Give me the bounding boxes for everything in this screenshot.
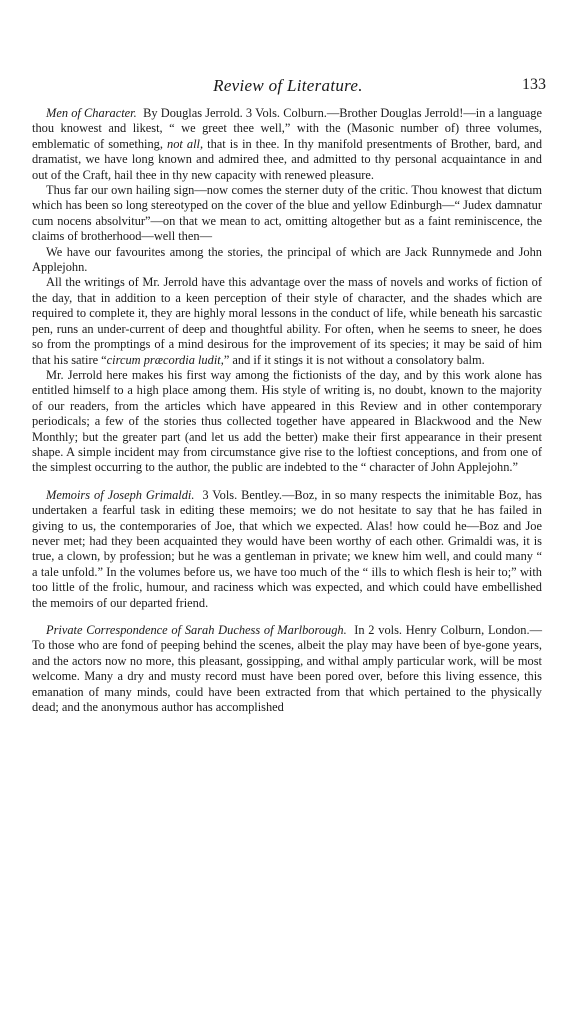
book-title: Memoirs of Joseph Grimaldi. [46,487,195,502]
page-header [30,76,546,100]
running-title: Review of Literature. [213,76,363,95]
paragraph [32,275,542,367]
review-grimaldi [32,488,542,611]
emphasis-text: not all, [167,136,204,151]
review-text: 3 Vols. Bentley.—Boz, in so many respects the inimitable Boz, has undertaken a fearful task in editing these memoirs; we do not hesitate to say that he has failed in giving to us, the contemporaries of Joe, that which we expected. Alas! how could he—Boz and Joe never met; had they been acquainted they would have been worthy of each other. Grimaldi was, it is true, a clown, by profession; but he was a gentleman in private; we knew him well, and could many “ a tale unfold.” In the volumes before us, we have too much of the “ ills to which flesh is heir to;” with too little of the frolic, humour, and raciness which was expected, and which could have embellished the memoirs of our departed friend. [32,487,542,610]
book-title: Private Correspondence of Sarah Duchess of Marlborough. [46,623,347,637]
paragraph: Thus far our own hailing sign—now comes the sterner duty of the critic. Thou knowest that dictum which has been so long stereotyped on the cover of the blue and yellow Edinburgh—“ Judex damnatur cum nocens absolvitur”—on that we mean to act, omitting altogether but as a faint reminiscence, the claims of brotherhood—well then— [32,183,542,244]
page-number: 133 [522,76,546,93]
paragraph: Mr. Jerrold here makes his first way among the fictionists of the day, and by this work alone has entitled himself to a high place among them. His style of writing is, no doubt, known to the majority of our readers, from the articles which have appeared in this Review and in other contemporary periodicals; a few of the stories thus collected together have appeared in Blackwood and the New Monthly; but the greater part (and let us add the better) make their first appearance in their present shape. A simple incident may from circumstance give rise to the loftiest conceptions, and from one of the simplest occurring to the author, the public are indebted to the “ character of John Applejohn.” [32,367,542,475]
review-text: In 2 vols. Henry Colburn, London.—To those who are fond of peeping behind the scenes, albeit the play may have been of bye-gone years, and the actors now no more, this pleasant, gossipping, and withal amply particular work, will be most welcome. Many a dry and musty record must have been pored over, before this living essence, this emanation of many minds, could have been extracted from that which pertained to the physically dead; and the anonymous author has accomplished [32,623,542,715]
book-title: Men of Character. [46,106,137,120]
paragraph-text: ” and if it stings it is not without a consolatory balm. [223,352,485,367]
review-text: that is in thee. In thy manifold presentments of Brother, bard, and dramatist, we have long known and admired thee, and admitted to thy personal acquaintance in and out of the Craft, hail thee in thy new capacity with renewed pleasure. [32,136,543,182]
review-text: By Douglas Jerrold. 3 Vols. Colburn.—Brother Douglas Jerrold!—in a language thou knowest and likest, “ we greet thee well,” with the (Masonic number of) three volumes, emblematic of something, [32,106,542,151]
review-marlborough [32,623,542,715]
latin-quote: circum præcordia ludit, [106,352,224,367]
paragraph: We have our favourites among the stories, the principal of which are Jack Runnymede and John Applejohn. [32,244,542,275]
review-men-of-character [32,106,542,183]
article-body [32,106,542,715]
paragraph-text: All the writings of Mr. Jerrold have this advantage over the mass of novels and works of fiction of the day, that in addition to a keen perception of their style of character, and the shades which are required to complete it, they are highly moral lessons in the conduct of life, while beneath his sarcastic pen, runs an under-current of deep and thoughtful ability. For often, when he seems to sneer, he does so from the promptings of a mind desirous for the improvement of its species; it may be said of him that his satire “ [32,275,542,367]
